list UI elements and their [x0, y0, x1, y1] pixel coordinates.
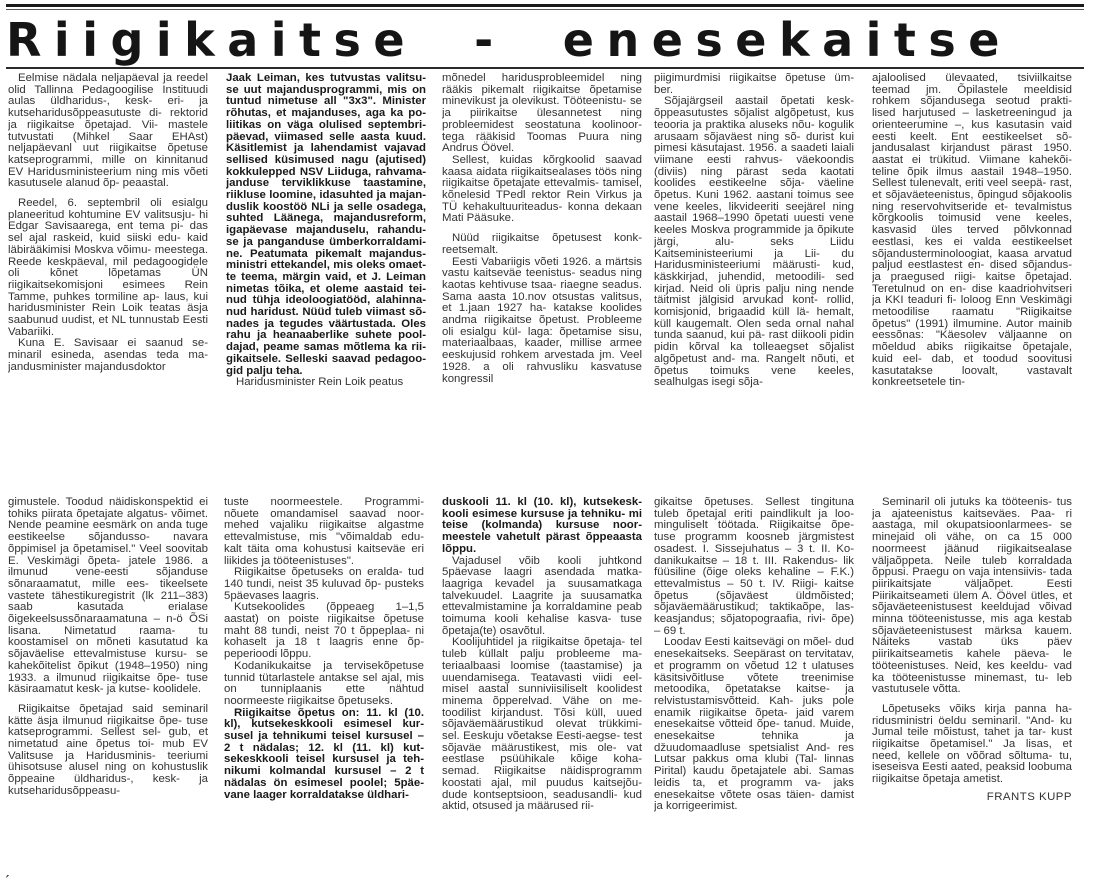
- paragraph: Eelmise nädala neljapäeval ja reedel olid Tallinna Pedagoogilise Instituudi aulas üldharidus-, kesk- eri- ja kutseharidusõppeasutuste di- rektorid ja riigikaitse õpetajad. Vii- mastele tutvustati (Mihkel Saar EHAst) neljapäevanl uut riigikaitse õpetuse katseprogrammi, mille on kinnitanud EV Haridusministeerium ning mis võeti kasutusele alanud õp- peaastal.: [8, 73, 208, 190]
- paragraph: Seminaril oli jutuks ka tööteenis- tus ja ajateenistus kaitseväes. Paa- ri aastaga, mil okupatsioonlarmees- se minejaid oli vähe, on ca 15 000 noormeest jäänud riigikaitsealase väljaõppeta. Neile tuleb korraldada õppusi. Praegu on vaja intensiivis- tada piirikaitsjate väljaõpet. Eesti Piirikaitseameti ülem A. Öövel ütles, et sõjaväeteenistusest keeldujad võivad minna tööteenistusse, mis aga kestab sõjaväeteenistusest märksa kauem. Näiteks vastab üks päev piirikaitseametis kahele päeva- le tööteenistuses. Neid, kes keeldu- vad ka tööteenistusse minemast, tu- leb vastutusele võtta.: [872, 497, 1072, 696]
- paragraph: [226, 73, 426, 377]
- paragraph: Nüüd riigikaitse õpetusest konk- reetsemalt.: [442, 232, 642, 256]
- paragraph: Kuna E. Savisaar ei saanud se- minaril esineda, asendas teda ma- jandusminister majandusdoktor: [8, 337, 208, 373]
- paragraph: Riigikaitse õpetuseks on eralda- tud 140 tundi, neist 35 kuluvad õp- pusteks 5päevases laagris.: [224, 566, 424, 602]
- paragraph: Riigikaitse õpetajad said seminaril kätte äsja ilmunud riigikaitse õpe- tuse katseprogrammi. Sellest sel- gub, et nimetatud aine õpetus toi- mub EV Valitsuse ja Haridusminis- teeriumi ühisotsuse alusel ning on kohustuslik õppeaine üldharidus-, kesk- ja kutseharidusõppeasu-: [8, 702, 208, 797]
- article-column-10: [872, 497, 1072, 861]
- paragraph: piigimurdmisi riigikaitse õpetuse üm- ber.: [654, 73, 854, 96]
- paragraph: Loodav Eesti kaitsevägi on mõel- dud enesekaitseks. Seepärast on tervitatav, et programm on võetud 12 t ulatuses käsitsivõitluse võtete treenimise metoodika, õpetatakse kaitse- ja relvistustamisvõtteid. Kah- juks pole enamik riigikaitse õpeta- jaid varem enesekaitse võtteid õpe- tanud. Muide, enesekaitse tehnika ja džuudomaadluse spetsialist And- res Lutsar pakkus oma klubi (Tal- linnas Pirital) kaudu õpetajatele abi. Samas leidis ta, et programm va- jaks enesekaitse võtete osas täien- damist ja korrigeerimist.: [654, 636, 854, 813]
- top-rule-thin: [6, 9, 1084, 10]
- paragraph: Koolijuhtidel ja riigikaitse õpetaja- tel tuleb küllalt palju probleeme ma- teriaalbaasi loomise (taastamise) ja uuendamisega. Teatavasti viidi eel- misel aastal sunniviisiliselt koolidest minema õpperelvad. Vähe on me- toodilist kirjandust. Tõsi küll, uued sõjaväemäärustikud olevat trükkimi- sel. Eeskuju võetakse Eesti-aegse- test sõjaväe määrustikest, mis ole- vat eestlase psüühikale kõige koha- semad. Riigikaitse näidisprogramm koostati ajal, mil puudus kaitsejõu- dude kontseptsioon, seadusandli- kud aktid, otsused ja määrused rii-: [442, 636, 642, 813]
- paragraph: ajaloolised ülevaated, tsiviilkaitse teemad jm. Õpilastele meeldisid rohkem sõjandusega seotud prakti- lised harjutused – lasketreeningud ja orienteerumine –, kus kasutasin vaid eesti keelt. Ent eestikeelset sõ- jandusalast kirjandust pärast 1950. aastat ei trükitud. Viimane kahekõi- teline õpik ilmus aastail 1948–1950. Sellest tulenevalt, eriti veel seepä- rast, et sõjaväeteenistus, õpingud sõjakoolis ning reservohvitseride et- tevalmistus kõrgkoolis toimusid vene keeles, kasvasid üles terved põlvkonnad eestlasi, kes ei valda eestikeelset sõjandusterminoloogiat, kaasa arvatud paljud eestlastest en- dised sõjandus- ja praegused riigi- kaitse õpetajad. Teretulnud on en- dise kaadriohvitseri ja KKI teaduri fi- loloog Enn Veskimägi metoodilise raamatu "Riigikaitse õpetus" (1991) ilmumine. Autor mainib eessõnas: "Käesolev väljaanne on mõeldud abiks riigikaitse õpetajale, kuid eel- dab, et toodud soovitusi kasutatakse loovalt, vastavalt konkreetsetele tin-: [872, 73, 1072, 389]
- paragraph: Kodanikukaitse ja tervisekõpetuse tunnid tütarlastele antakse sel ajal, mis on tunniplaanis ette nähtud noormeeste riigikaitse õpetuseks.: [224, 659, 424, 707]
- paragraph: [224, 708, 424, 802]
- paragraph: Sellest, kuidas kõrgkoolid saavad kaasa aidata riigikaitsealases töös ning riigikaitse õpetajate ettevalmis- tamisel, kõnelesid TPedl rektor Rein Virkus ja TÜ kehakultuuriteadus- konna dekaan Mati Pääsuke.: [442, 153, 642, 225]
- paragraph: Vajadusel võib kooli juhtkond 5päevase laagri asendada matka- laagriga kevadel ja suusamatkaga talvekuudel. Laagrite ja suusamatka ettevalmistamine ja korraldamine peab toimuma kooli kehalise kasva- tuse õpetaja(te) osavõtul.: [442, 554, 642, 637]
- paragraph: Lõpetuseks võiks kirja panna ha- ridusministri öeldu seminaril. "And- ku Jumal teile mõistust, tahet ja tar- kust riigikaitse õpetamisel." Ja lisas, et need, kellele on võõrad sõltuma- tu, iseseisva Eesti aated, peaksid loobuma riigikaitse õpetaja ametist.: [872, 702, 1072, 786]
- article-column-9: [654, 497, 854, 861]
- article-column-2: [226, 73, 426, 406]
- article-headline: Riigikaitse - enesekaitse: [6, 13, 1012, 67]
- paragraph: gimustele. Toodud näidiskonspektid ei tohiks piirata õpetajate algatus- võimet. Nende peamine eesmärk on anda tuge eestikeelse sõjandusso- navara õppimisel ja õpetamisel." Veel soovitab E. Veskimägi õpeta- jatele 1986. a ilmunud vene-eesti sõjanduse sõnaraamatut, mille ees- tikeelsete vastete tähestikuregistrit (lk 211–383) saab kasutada erialase õigekeelsussõnaraamatuna – n-ö ÕSi lisana. Nimetatud raama- tu koostamisel on mõneti kasutatud ka sõjaväelise ettevalmistuse kursu- se kahekõitelist õpikut (1948–1950) ning 1933. a ilmunud riigikaitse õpe- tuse käsiraamatut kesk- ja kutse- koolidele.: [8, 497, 208, 696]
- article-column-6: [8, 497, 208, 861]
- bold-schedule-cont: duskooli 11. kl (10. kl), kutsekesk- kooli esimese kursuse ja tehniku- mi teise (kolmanda) kursuse noor- meestele vahetult pärast õppeaasta lõppu.: [442, 497, 642, 555]
- paragraph: mõnedel haridusprobleemidel ning rääkis pikemalt riigikaitse õpetamise minevikust ja olevikust. Tööteenistu- se ja piirikaitse ülesannetest ning probleemidest seostatuna koolinoor- tega rääkisid Toomas Puura ning Andrus Öövel.: [442, 73, 642, 155]
- headline-rule: [6, 67, 1084, 69]
- paragraph: Haridusminister Rein Loik peatus: [236, 376, 404, 389]
- paragraph: Reedel, 6. septembril oli esialgu planeeritud kohtumine EV valitsusju- hi Edgar Savisaarega, ent tema pi- das sel ajal raskeid, kuid siiski edu- kaid läbirääkimisi Moskva võimu- meestega. Reede keskpäeval, mil pedagoogidele oli kõnet lõpetamas ÜN riigikaitsekomisjoni esimees Rein Tamme, puhkes tormiline ap- laus, kui haridusminister Rein Loik teatas äsja saabunud uudist, et NL tunnustab Eesti Vabariiki.: [8, 197, 208, 338]
- author-signature: FRANTS KUPP: [986, 790, 1072, 803]
- article-column-7: [224, 497, 424, 861]
- paragraph: Sõjajärgseil aastail õpetati kesk- õppeasutustes sõjalist algõpetust, kus teooria ja praktika aluseks nõu- kogulik arusaam sõjaväest ning sõ- durist kui pimesi käsutajast. 1956. a saadeti laiali viimane eesti rahvus- väekoondis (diviis) ning pärast seda kaotati koolides eestikeelne sõja- väeline õpetus. Kuni 1962. aastani toimus see vene keeles, likvideeriti seejärel ning aastail 1968–1990 õpetati uuesti vene keeles Moskva programmide ja õpikute järgi, alu- seks Liidu Kaitseministeeriumi ja Lii- du Haridusministeeriumi määrusti- kud, käskkirjad, juhendid, metoodili- sed kirjad. Neid oli üpris palju ning nende täitmist jälgisid arvukad kont- rollid, komisjonid, brigaadid küll lä- hemalt, küll kaugemalt. Olen seda ornal nahal tunda saanud, kui pä- rast diikooli pidin pidin kõrval ka tolleaegset sõjalist algõpetust and- ma. Rangelt nõuti, et õpetus toimuks vene keeles, sealhulgas isegi sõja-: [654, 95, 854, 389]
- article-column-1: [8, 73, 208, 406]
- bold-schedule: Riigikaitse õpetus on: 11. kl (10. kl), kutsekeskkooli esimesel kur- susel ja tehnikumi teisel kursusel – 2 t nädalas; 12. kl (11. kl) kut- sekeskkooli teisel kursusel ja teh- nikumi kolmandal kursusel – 2 t nädalas ön esimesel poolel; 5päe- vane laager korraldatakse üldhari-: [224, 706, 424, 801]
- article-column-5: [872, 73, 1072, 406]
- article-column-3: [442, 73, 642, 406]
- paragraph: [442, 497, 642, 556]
- paragraph: Kutsekoolides (õppeaeg 1–1,5 aastat) on poiste riigikaitse õpetuse maht 88 tundi, neist 70 t õppeplaa- ni kohaselt ja 18 t laagris enne õp- peperioodi lõppu.: [224, 601, 424, 661]
- speaker-name-leiman: Jaak Leiman, kes tutvustas valitsu- se uut majandusprogrammi, mis on tuntud nimetuse all "3x3". Minister rõhutas, et majanduses, aga ka po- liitikas on väga olulised septembri- päevad, viimased selle aasta kuud. Käsitlemist ja lahendamist vajavad sellised küsimused nagu (ajutised) kokkulepped NSV Liiduga, rahvama- janduse terviklikkuse taastamine, riikluse loomine, idasuhted ja majan- duslik koostöö NLi ja selle osadega, suhted Läänega, majandusreform, igapäevase majanduselu, rahandu- se ja panganduse ümberkorraldami- ne. Peatumata pikemalt majandus- ministri ettekandel, mis oleks omaet- te teema, märgin vaid, et J. Leiman nimetas tõika, et oleme aastaid tei- nud tühja ideoloogiatööd, alahinna- nud haridust. Nüüd tuleb viimast sõ- nades ja tegudes väärtustada. Oles rahu ja heanaaberlike suhete pool- dajad, peame samas mõtlema ka rii- gikaitsele. Selleski saavad pedagoo- gid palju teha.: [226, 73, 426, 377]
- print-smudge-mark: ˏ: [4, 858, 10, 878]
- paragraph: gikaitse õpetuses. Sellest tingituna tuleb õpetajal eriti paindlikult ja loo- minguliselt töötada. Riigikaitse õpe- tuse programm koosneb järgmistest osadest. I. Sissejuhatus – 3 t. II. Ko- danikukaitse – 18 t. III. Rakendus- lik füüsiline (õige oleks kehaline – F.K.) ettevalmistus – 50 t. IV. Riigi- kaitse õpetus (sõjaväest üldmõisted; sõjaväemäärustikud; taktikaõpe, las- keasjandus; sõjatopograafia, rivi- õpe) – 69 t.: [654, 497, 854, 637]
- article-column-8: [442, 497, 642, 861]
- paragraph: tuste noormeestele. Programmi- nõuete omandamisel saavad noor- mehed vajaliku riigikaitse algastme ettevalmistuse, mis "võimaldab edu- kalt täita oma kohustusi kaitseväe eri liikides ja tööteenistuses".: [224, 497, 424, 567]
- paragraph: Eesti Vabariigis võeti 1926. a märtsis vastu kaitseväe teenistus- seadus ning kaotas kehtivuse tsaa- riaegne seadus. Sama aasta 10.nov otsustas valitsus, et 1.jaan 1927 ha- katakse koolides andma riigikaitse õpetust. Probleeme oli esialgu kül- laga: õpetamise sisu, materiaalbaas, kaader, millise armee eeskujusid rohkem arvestada jm. Veel 1928. a oli rahvusliku kasvatuse kongressil: [442, 255, 642, 385]
- top-rule-thick: [6, 4, 1084, 7]
- article-column-4: [654, 73, 854, 406]
